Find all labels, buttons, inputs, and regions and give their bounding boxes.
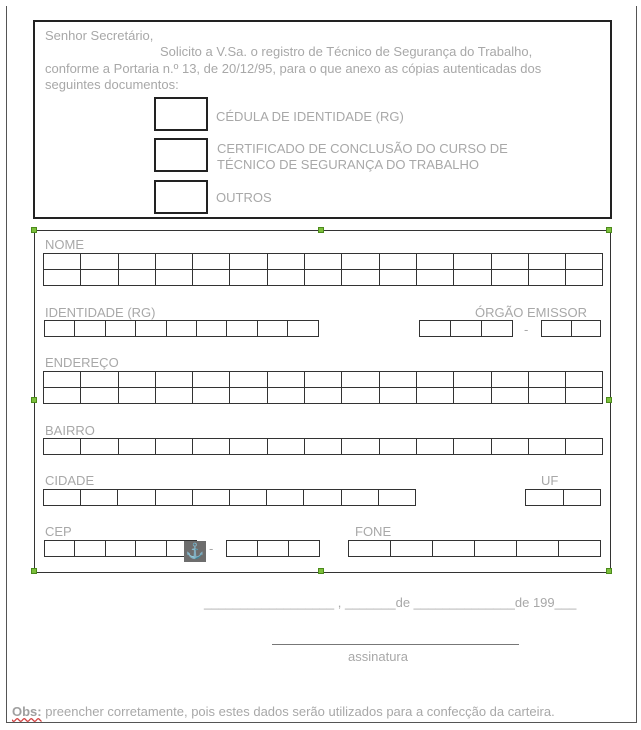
grid-cell[interactable] xyxy=(528,269,566,286)
grid-cell[interactable] xyxy=(491,371,529,388)
grid-cell[interactable] xyxy=(192,489,230,506)
identidade-grid[interactable] xyxy=(44,320,319,337)
grid-cell[interactable] xyxy=(135,540,166,557)
cidade-label: CIDADE xyxy=(45,473,95,488)
signature-line xyxy=(272,644,519,645)
cep-grid[interactable] xyxy=(44,540,197,557)
grid-cell[interactable] xyxy=(229,387,267,404)
grid-cell[interactable] xyxy=(192,269,230,286)
grid-cell[interactable] xyxy=(541,320,572,337)
grid-cell[interactable] xyxy=(80,489,118,506)
resize-handle-bottom[interactable] xyxy=(318,568,324,574)
option-certificado-label-1: CERTIFICADO DE CONCLUSÃO DO CURSO DE xyxy=(217,141,508,156)
nome-grid-row-1[interactable] xyxy=(43,253,603,270)
grid-cell[interactable] xyxy=(192,438,230,455)
grid-cell[interactable] xyxy=(516,540,559,557)
nome-grid-row-2[interactable] xyxy=(43,269,603,286)
grid-cell[interactable] xyxy=(155,269,193,286)
grid-cell[interactable] xyxy=(565,438,603,455)
fone-grid[interactable] xyxy=(348,540,601,557)
grid-cell[interactable] xyxy=(226,320,257,337)
grid-cell[interactable] xyxy=(379,387,417,404)
grid-cell[interactable] xyxy=(379,253,417,270)
grid-cell[interactable] xyxy=(43,371,81,388)
grid-cell[interactable] xyxy=(453,438,491,455)
grid-cell[interactable] xyxy=(118,253,156,270)
grid-cell[interactable] xyxy=(304,371,342,388)
grid-cell[interactable] xyxy=(267,371,305,388)
grid-cell[interactable] xyxy=(453,253,491,270)
grid-cell[interactable] xyxy=(379,269,417,286)
identidade-label: IDENTIDADE (RG) xyxy=(45,305,156,320)
grid-cell[interactable] xyxy=(226,540,258,557)
observation xyxy=(12,704,555,719)
grid-cell[interactable] xyxy=(528,253,566,270)
grid-cell[interactable] xyxy=(80,253,118,270)
bairro-label: BAIRRO xyxy=(45,423,95,438)
grid-cell[interactable] xyxy=(155,489,193,506)
grid-cell[interactable] xyxy=(74,540,105,557)
grid-cell[interactable] xyxy=(196,320,227,337)
grid-cell[interactable] xyxy=(525,489,564,506)
grid-cell[interactable] xyxy=(341,371,379,388)
grid-cell[interactable] xyxy=(105,320,136,337)
grid-cell[interactable] xyxy=(287,320,318,337)
grid-cell[interactable] xyxy=(229,489,267,506)
grid-cell[interactable] xyxy=(416,438,454,455)
grid-cell[interactable] xyxy=(453,269,491,286)
checkbox-certificado[interactable] xyxy=(154,138,208,172)
resize-handle-bottom-right[interactable] xyxy=(606,568,612,574)
fone-label: FONE xyxy=(355,524,392,539)
grid-cell[interactable] xyxy=(491,253,529,270)
grid-cell[interactable] xyxy=(257,540,289,557)
grid-cell[interactable] xyxy=(117,489,155,506)
grid-cell[interactable] xyxy=(155,371,193,388)
grid-cell[interactable] xyxy=(341,269,379,286)
grid-cell[interactable] xyxy=(229,371,267,388)
grid-cell[interactable] xyxy=(341,438,379,455)
grid-cell[interactable] xyxy=(118,387,156,404)
grid-cell[interactable] xyxy=(192,387,230,404)
grid-cell[interactable] xyxy=(416,371,454,388)
grid-cell[interactable] xyxy=(565,253,603,270)
orgao-emissor-grid[interactable] xyxy=(419,320,513,337)
grid-cell[interactable] xyxy=(105,540,136,557)
resize-handle-bottom-left[interactable] xyxy=(31,568,37,574)
nome-label: NOME xyxy=(45,237,84,252)
grid-cell[interactable] xyxy=(304,253,342,270)
grid-cell[interactable] xyxy=(450,320,482,337)
orgao-emissor-label: ÓRGÃO EMISSOR xyxy=(475,305,587,320)
grid-cell[interactable] xyxy=(192,253,230,270)
grid-cell[interactable] xyxy=(453,371,491,388)
grid-cell[interactable] xyxy=(563,489,602,506)
endereco-grid-row-2[interactable] xyxy=(43,387,603,404)
grid-cell[interactable] xyxy=(416,387,454,404)
grid-cell[interactable] xyxy=(267,269,305,286)
grid-cell[interactable] xyxy=(304,438,342,455)
grid-cell[interactable] xyxy=(43,387,81,404)
greeting: Senhor Secretário, xyxy=(45,28,154,43)
grid-cell[interactable] xyxy=(192,371,230,388)
grid-cell[interactable] xyxy=(135,320,166,337)
grid-cell[interactable] xyxy=(166,320,197,337)
grid-cell[interactable] xyxy=(304,387,342,404)
letter-line-2: conforme a Portaria n.º 13, de 20/12/95, para o que anexo as cópias autenticadas dos xyxy=(45,61,542,76)
grid-cell[interactable] xyxy=(481,320,513,337)
cep-label: CEP xyxy=(45,524,72,539)
grid-cell[interactable] xyxy=(416,253,454,270)
grid-cell[interactable] xyxy=(74,320,105,337)
grid-cell[interactable] xyxy=(80,387,118,404)
orgao-dash: - xyxy=(524,322,529,337)
grid-cell[interactable] xyxy=(229,269,267,286)
grid-cell[interactable] xyxy=(266,489,304,506)
grid-cell[interactable] xyxy=(379,371,417,388)
grid-cell[interactable] xyxy=(44,320,75,337)
grid-cell[interactable] xyxy=(118,269,156,286)
resize-handle-right[interactable] xyxy=(606,397,612,403)
grid-cell[interactable] xyxy=(303,489,341,506)
letter-line-1: Solicito a V.Sa. o registro de Técnico de Segurança do Trabalho, xyxy=(160,44,533,59)
grid-cell[interactable] xyxy=(44,540,75,557)
grid-cell[interactable] xyxy=(118,371,156,388)
grid-cell[interactable] xyxy=(491,387,529,404)
resize-handle-top-left[interactable] xyxy=(31,227,37,233)
letter-line-3: seguintes documentos: xyxy=(45,77,179,92)
grid-cell[interactable] xyxy=(267,253,305,270)
cep-suffix-grid[interactable] xyxy=(226,540,320,557)
bairro-grid[interactable] xyxy=(43,438,603,455)
grid-cell[interactable] xyxy=(288,540,320,557)
checkbox-outros[interactable] xyxy=(154,180,208,214)
grid-cell[interactable] xyxy=(43,489,81,506)
grid-cell[interactable] xyxy=(267,438,305,455)
anchor-icon[interactable]: ⚓ xyxy=(185,543,205,560)
obs-label: Obs: xyxy=(12,704,42,719)
grid-cell[interactable] xyxy=(304,269,342,286)
checkbox-rg[interactable] xyxy=(154,97,208,131)
grid-cell[interactable] xyxy=(565,371,603,388)
option-certificado-label-2: TÉCNICO DE SEGURANÇA DO TRABALHO xyxy=(217,157,479,172)
grid-cell[interactable] xyxy=(571,320,602,337)
grid-cell[interactable] xyxy=(341,387,379,404)
grid-cell[interactable] xyxy=(348,540,391,557)
grid-cell[interactable] xyxy=(528,371,566,388)
grid-cell[interactable] xyxy=(43,438,81,455)
uf-label: UF xyxy=(541,473,559,488)
grid-cell[interactable] xyxy=(43,253,81,270)
grid-cell[interactable] xyxy=(257,320,288,337)
grid-cell[interactable] xyxy=(565,387,603,404)
grid-cell[interactable] xyxy=(341,489,379,506)
resize-handle-top[interactable] xyxy=(318,227,324,233)
grid-cell[interactable] xyxy=(118,438,156,455)
date-line: __________________ , _______de ______________de 199___ xyxy=(204,595,577,610)
grid-cell[interactable] xyxy=(565,269,603,286)
grid-cell[interactable] xyxy=(43,269,81,286)
grid-cell[interactable] xyxy=(474,540,517,557)
grid-cell[interactable] xyxy=(80,438,118,455)
grid-cell[interactable] xyxy=(155,387,193,404)
grid-cell[interactable] xyxy=(80,269,118,286)
grid-cell[interactable] xyxy=(155,438,193,455)
resize-handle-left[interactable] xyxy=(31,397,37,403)
grid-cell[interactable] xyxy=(528,438,566,455)
grid-cell[interactable] xyxy=(267,387,305,404)
grid-cell[interactable] xyxy=(229,438,267,455)
grid-cell[interactable] xyxy=(558,540,601,557)
grid-cell[interactable] xyxy=(528,387,566,404)
grid-cell[interactable] xyxy=(491,438,529,455)
grid-cell[interactable] xyxy=(416,269,454,286)
grid-cell[interactable] xyxy=(432,540,475,557)
obs-text: preencher corretamente, pois estes dados serão utilizados para a confecção da carteira. xyxy=(41,704,555,719)
grid-cell[interactable] xyxy=(419,320,451,337)
cep-dash: - xyxy=(209,541,214,556)
grid-cell[interactable] xyxy=(155,253,193,270)
grid-cell[interactable] xyxy=(378,489,416,506)
orgao-uf-grid[interactable] xyxy=(541,320,601,337)
option-outros-label: OUTROS xyxy=(216,190,272,205)
endereco-label: ENDEREÇO xyxy=(45,355,119,370)
option-rg-label: CÉDULA DE IDENTIDADE (RG) xyxy=(216,109,404,124)
cidade-grid[interactable] xyxy=(43,489,416,506)
grid-cell[interactable] xyxy=(341,253,379,270)
uf-grid[interactable] xyxy=(525,489,601,506)
grid-cell[interactable] xyxy=(229,253,267,270)
grid-cell[interactable] xyxy=(390,540,433,557)
grid-cell[interactable] xyxy=(379,438,417,455)
grid-cell[interactable] xyxy=(491,269,529,286)
signature-label: assinatura xyxy=(348,649,408,664)
grid-cell[interactable] xyxy=(453,387,491,404)
grid-cell[interactable] xyxy=(80,371,118,388)
endereco-grid-row-1[interactable] xyxy=(43,371,603,388)
resize-handle-top-right[interactable] xyxy=(606,227,612,233)
